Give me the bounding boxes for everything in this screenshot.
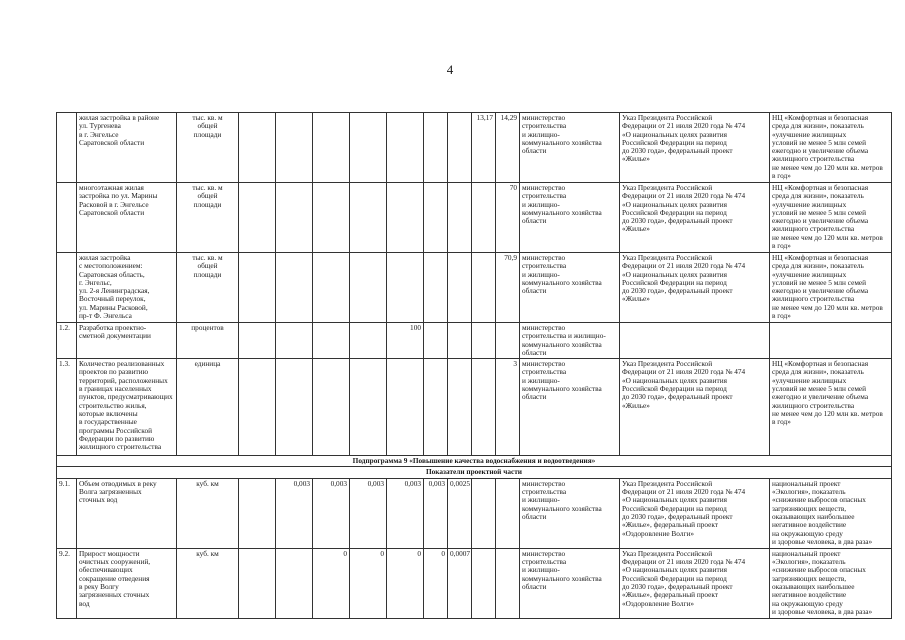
value-cell bbox=[276, 253, 313, 323]
target-indicator-cell: НЦ «Комфортная и безопасная среда для жизни», показатель «улучшение жилищных условий не менее 5 млн семей ежегодно и увеличение объема жилищного строительства не менее чем до 120 млн кв. метров в год» bbox=[770, 253, 892, 323]
value-cell bbox=[350, 183, 387, 253]
target-indicator-cell: национальный проект «Экология», показатель «снижение выбросов опасных загрязняющих веществ, оказывающих наибольшее негативное воздействие на окружающую среду и здоровье человека, в два раза» bbox=[770, 478, 892, 548]
value-cell bbox=[387, 253, 424, 323]
row-number-cell: 1.2. bbox=[57, 323, 77, 359]
value-cell: 70,9 bbox=[496, 253, 520, 323]
indicator-name-cell: Прирост мощности очистных сооружений, обеспечивающих сокращение отведения в реку Волгу загрязненных сточных вод bbox=[77, 548, 177, 618]
indicator-name-cell: Количество реализованных проектов по развитию территорий, расположенных в границах населенных пунктов, предусматривающих строительство жилья, которые включены в государственные программы Российской Федерации по развитию жилищного строительства bbox=[77, 359, 177, 456]
unit-cell: единица bbox=[177, 359, 239, 456]
value-cell: 70 bbox=[496, 183, 520, 253]
value-cell bbox=[496, 478, 520, 548]
value-cell bbox=[472, 359, 496, 456]
value-cell: 0 bbox=[313, 548, 350, 618]
value-cell bbox=[387, 359, 424, 456]
value-cell bbox=[472, 323, 496, 359]
indicator-name-cell: жилая застройка в районе ул. Тургенева в г. Энгельсе Саратовской области bbox=[77, 113, 177, 183]
executor-cell: министерство строительства и жилищно- коммунального хозяйства области bbox=[520, 253, 620, 323]
row-number-cell: 1.3. bbox=[57, 359, 77, 456]
document-cell: Указ Президента Российской Федерации от 21 июля 2020 года № 474 «О национальных целях развития Российской Федерации на период до 2030 года», федеральный проект «Жилье» bbox=[620, 359, 770, 456]
value-cell bbox=[472, 548, 496, 618]
value-cell bbox=[350, 359, 387, 456]
value-cell bbox=[313, 183, 350, 253]
value-cell bbox=[239, 253, 276, 323]
value-cell bbox=[239, 323, 276, 359]
indicator-name-cell: жилая застройка с местоположением: Саратовская область, г. Энгельс, ул. 2-я Ленинградская, Восточный переулок, ул. Марины Расковой, пр-т Ф. Энгельса bbox=[77, 253, 177, 323]
value-cell bbox=[350, 113, 387, 183]
value-cell: 0 bbox=[387, 548, 424, 618]
table-row bbox=[57, 359, 892, 456]
table-row bbox=[57, 183, 892, 253]
value-cell bbox=[276, 183, 313, 253]
row-number-cell bbox=[57, 113, 77, 183]
value-cell bbox=[387, 183, 424, 253]
value-cell bbox=[424, 253, 448, 323]
value-cell bbox=[424, 113, 448, 183]
value-cell bbox=[472, 478, 496, 548]
document-cell: Указ Президента Российской Федерации от 21 июля 2020 года № 474 «О национальных целях развития Российской Федерации на период до 2030 года», федеральный проект «Жилье» bbox=[620, 183, 770, 253]
value-cell: 13,17 bbox=[472, 113, 496, 183]
unit-cell: куб. км bbox=[177, 548, 239, 618]
value-cell: 0,003 bbox=[313, 478, 350, 548]
value-cell bbox=[424, 359, 448, 456]
value-cell bbox=[350, 253, 387, 323]
value-cell bbox=[448, 113, 472, 183]
value-cell: 0 bbox=[350, 548, 387, 618]
target-indicator-cell: НЦ «Комфортная и безопасная среда для жизни», показатель «улучшение жилищных условий не менее 5 млн семей ежегодно и увеличение объема жилищного строительства не менее чем до 120 млн кв. метров в год» bbox=[770, 113, 892, 183]
target-indicator-cell: национальный проект «Экология», показатель «снижение выбросов опасных загрязняющих веществ, оказывающих наибольшее негативное воздействие на окружающую среду и здоровье человека, в два раза» bbox=[770, 548, 892, 618]
value-cell bbox=[313, 323, 350, 359]
value-cell bbox=[239, 359, 276, 456]
indicator-name-cell: Объем отводимых в реку Волга загрязненных сточных вод bbox=[77, 478, 177, 548]
value-cell bbox=[448, 253, 472, 323]
section-title: Показатели проектной части bbox=[57, 467, 892, 478]
row-number-cell: 9.2. bbox=[57, 548, 77, 618]
value-cell bbox=[424, 323, 448, 359]
table-row bbox=[57, 113, 892, 183]
document-cell: Указ Президента Российской Федерации от 21 июля 2020 года № 474 «О национальных целях развития Российской Федерации на период до 2030 года», федеральный проект «Жилье» bbox=[620, 253, 770, 323]
table-row bbox=[57, 478, 892, 548]
value-cell bbox=[313, 113, 350, 183]
unit-cell: куб. км bbox=[177, 478, 239, 548]
unit-cell: тыс. кв. м общей площади bbox=[177, 253, 239, 323]
table-row bbox=[57, 253, 892, 323]
executor-cell: министерство строительства и жилищно- коммунального хозяйства области bbox=[520, 113, 620, 183]
page-number: 4 bbox=[446, 62, 454, 77]
subprogram-title: Подпрограмма 9 «Повышение качества водоснабжения и водоотведения» bbox=[57, 456, 892, 467]
value-cell bbox=[350, 323, 387, 359]
value-cell bbox=[239, 548, 276, 618]
value-cell bbox=[448, 323, 472, 359]
value-cell bbox=[472, 253, 496, 323]
target-indicator-cell: НЦ «Комфортная и безопасная среда для жизни», показатель «улучшение жилищных условий не менее 5 млн семей ежегодно и увеличение объема жилищного строительства не менее чем до 120 млн кв. метров в год» bbox=[770, 183, 892, 253]
value-cell bbox=[276, 359, 313, 456]
value-cell bbox=[239, 478, 276, 548]
value-cell bbox=[276, 113, 313, 183]
value-cell: 100 bbox=[387, 323, 424, 359]
indicator-name-cell: Разработка проектно- сметной документации bbox=[77, 323, 177, 359]
value-cell bbox=[387, 113, 424, 183]
row-number-cell bbox=[57, 183, 77, 253]
value-cell bbox=[472, 183, 496, 253]
value-cell bbox=[496, 323, 520, 359]
executor-cell: министерство строительства и жилищно- коммунального хозяйства области bbox=[520, 359, 620, 456]
value-cell: 0,0025 bbox=[448, 478, 472, 548]
value-cell bbox=[239, 113, 276, 183]
section-row bbox=[57, 467, 892, 478]
unit-cell: процентов bbox=[177, 323, 239, 359]
value-cell: 0 bbox=[424, 548, 448, 618]
unit-cell: тыс. кв. м общей площади bbox=[177, 183, 239, 253]
value-cell: 3 bbox=[496, 359, 520, 456]
table-row bbox=[57, 548, 892, 618]
value-cell: 0,003 bbox=[276, 478, 313, 548]
value-cell bbox=[313, 359, 350, 456]
value-cell: 0,003 bbox=[350, 478, 387, 548]
executor-cell: министерство строительства и жилищно- коммунального хозяйства области bbox=[520, 323, 620, 359]
executor-cell: министерство строительства и жилищно- коммунального хозяйства области bbox=[520, 548, 620, 618]
value-cell: 14,29 bbox=[496, 113, 520, 183]
value-cell bbox=[496, 548, 520, 618]
value-cell: 0,003 bbox=[387, 478, 424, 548]
value-cell bbox=[239, 183, 276, 253]
value-cell bbox=[276, 548, 313, 618]
unit-cell: тыс. кв. м общей площади bbox=[177, 113, 239, 183]
value-cell bbox=[276, 323, 313, 359]
executor-cell: министерство строительства и жилищно- коммунального хозяйства области bbox=[520, 183, 620, 253]
table-row bbox=[57, 323, 892, 359]
executor-cell: министерство строительства и жилищно- коммунального хозяйства области bbox=[520, 478, 620, 548]
value-cell: 0,003 bbox=[424, 478, 448, 548]
document-cell: Указ Президента Российской Федерации от 21 июля 2020 года № 474 «О национальных целях развития Российской Федерации на период до 2030 года», федеральный проект «Жилье» bbox=[620, 113, 770, 183]
target-indicator-cell: НЦ «Комфортная и безопасная среда для жизни», показатель «улучшение жилищных условий не менее 5 млн семей ежегодно и увеличение объема жилищного строительства не менее чем до 120 млн кв. метров в год» bbox=[770, 359, 892, 456]
target-indicator-cell bbox=[770, 323, 892, 359]
value-cell bbox=[424, 183, 448, 253]
row-number-cell: 9.1. bbox=[57, 478, 77, 548]
document-cell: Указ Президента Российской Федерации от 21 июля 2020 года № 474 «О национальных целях развития Российской Федерации на период до 2030 года», федеральный проект «Жилье», федеральный проект «Оздоровление Волги» bbox=[620, 478, 770, 548]
value-cell bbox=[448, 183, 472, 253]
value-cell bbox=[448, 359, 472, 456]
indicator-name-cell: многоэтажная жилая застройка по ул. Марины Расковой в г. Энгельсе Саратовской области bbox=[77, 183, 177, 253]
subprogram-row bbox=[57, 456, 892, 467]
document-cell bbox=[620, 323, 770, 359]
row-number-cell bbox=[57, 253, 77, 323]
indicators-table bbox=[56, 112, 892, 619]
value-cell bbox=[313, 253, 350, 323]
document-cell: Указ Президента Российской Федерации от 21 июля 2020 года № 474 «О национальных целях развития Российской Федерации на период до 2030 года», федеральный проект «Жилье», федеральный проект «Оздоровление Волги» bbox=[620, 548, 770, 618]
value-cell: 0,0007 bbox=[448, 548, 472, 618]
